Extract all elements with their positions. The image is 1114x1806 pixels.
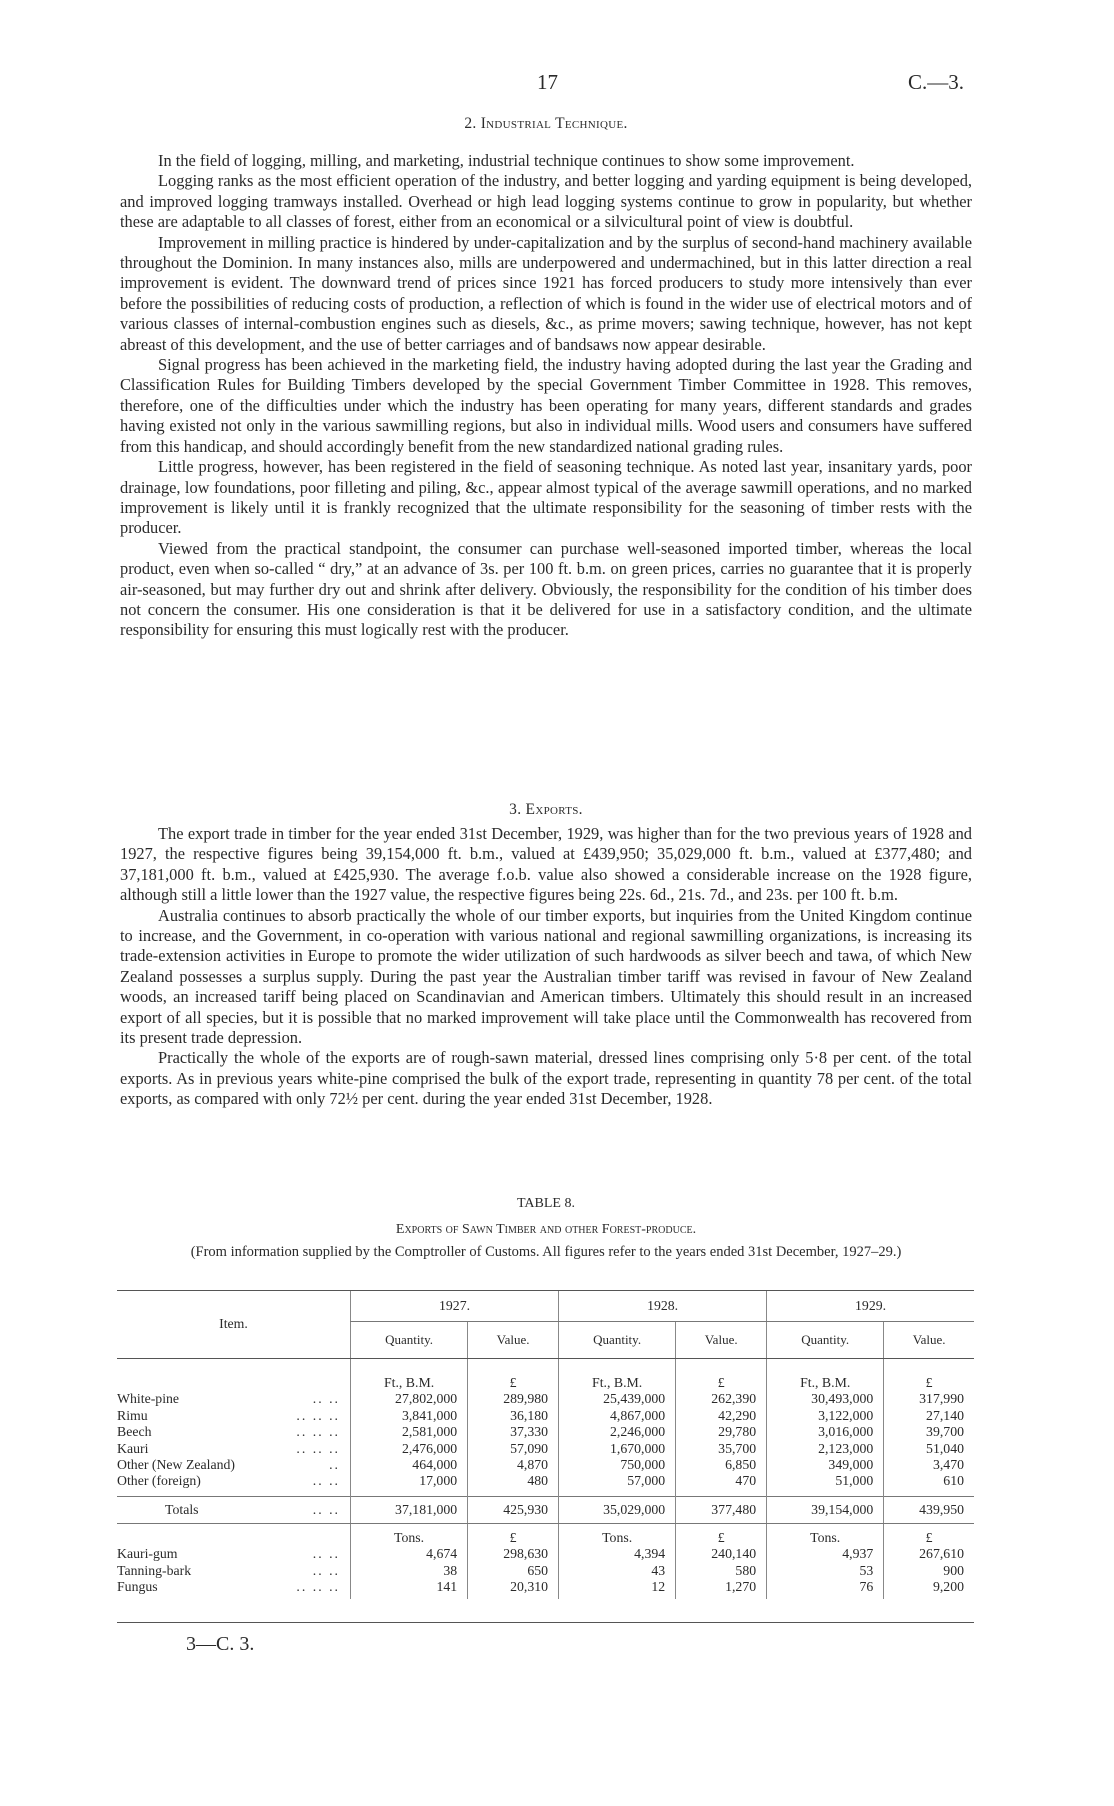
table-cell: 6,850 — [676, 1457, 767, 1473]
page-header — [0, 70, 1114, 100]
table-cell: 51,000 — [767, 1473, 884, 1489]
section-heading-exports: 3. Exports. — [509, 801, 583, 818]
spacer-row — [117, 1359, 974, 1370]
body-paragraph: Little progress, however, has been registered in the field of seasoning technique. As noted last year, insanitary yards, poor drainage, low foundations, poor filleting and piling, &c., appear almost typical of the average sawmill operations, and no marked improvement is likely until it is frankly recognized that the ultimate responsibility for the seasoning of timber rests with the producer. — [120, 457, 972, 538]
totals-cell: 37,181,000 — [351, 1496, 468, 1523]
table-cell: 650 — [468, 1563, 559, 1579]
quantity-column-header: Quantity. — [767, 1322, 884, 1359]
row-item-cell — [117, 1579, 351, 1595]
table-cell: 4,870 — [468, 1457, 559, 1473]
unit-label: Tons. — [767, 1523, 884, 1546]
row-item-cell — [117, 1408, 351, 1424]
empty-cell — [117, 1369, 351, 1391]
totals-cell: 439,950 — [884, 1496, 974, 1523]
unit-label: Ft., B.M. — [559, 1369, 676, 1391]
leader-dots: .. — [329, 1457, 340, 1473]
row-item-label: Fungus — [117, 1579, 158, 1595]
unit-label: £ — [468, 1369, 559, 1391]
table-cell: 36,180 — [468, 1408, 559, 1424]
totals-row — [117, 1496, 974, 1523]
quantity-column-header: Quantity. — [351, 1322, 468, 1359]
table-title: TABLE 8. — [517, 1196, 575, 1211]
table-cell: 3,841,000 — [351, 1408, 468, 1424]
page-number: 17 — [537, 70, 558, 94]
table-cell: 43 — [559, 1563, 676, 1579]
empty-cell — [351, 1359, 468, 1370]
table-cell: 2,476,000 — [351, 1441, 468, 1457]
table-cell: 289,980 — [468, 1391, 559, 1407]
table-cell: 17,000 — [351, 1473, 468, 1489]
table-cell: 3,470 — [884, 1457, 974, 1473]
empty-cell — [117, 1523, 351, 1546]
empty-cell — [117, 1359, 351, 1370]
year-header-1929: 1929. — [767, 1291, 974, 1322]
table-cell: 267,610 — [884, 1546, 974, 1562]
table-cell: 30,493,000 — [767, 1391, 884, 1407]
table-row — [117, 1391, 974, 1407]
unit-label: £ — [884, 1523, 974, 1546]
row-item-label: Kauri-gum — [117, 1546, 178, 1562]
row-item-cell — [117, 1496, 351, 1523]
empty-cell — [559, 1359, 676, 1370]
unit-label: Ft., B.M. — [351, 1369, 468, 1391]
leader-dots: .. .. .. — [296, 1579, 340, 1595]
totals-cell: 377,480 — [676, 1496, 767, 1523]
body-paragraph: In the field of logging, milling, and marketing, industrial technique continues to show some improvement. — [158, 151, 855, 170]
quantity-column-header: Quantity. — [559, 1322, 676, 1359]
table-cell: 42,290 — [676, 1408, 767, 1424]
table-cell: 51,040 — [884, 1441, 974, 1457]
empty-cell — [767, 1595, 884, 1599]
table-cell: 262,390 — [676, 1391, 767, 1407]
year-header-1927: 1927. — [351, 1291, 559, 1322]
table-cell: 2,246,000 — [559, 1424, 676, 1440]
table-cell: 317,990 — [884, 1391, 974, 1407]
table-cell: 4,937 — [767, 1546, 884, 1562]
body-paragraph: Logging ranks as the most efficient operation of the industry, and better logging and yarding equipment is being developed, and improved logging tramways installed. Overhead or high lead logging systems continue to grow in popularity, but whether these are adaptable to all classes of forest, either from an economical or a silvicultural point of view is doubtful. — [120, 171, 972, 232]
table-cell: 53 — [767, 1563, 884, 1579]
table-row — [117, 1546, 974, 1562]
body-paragraph: The export trade in timber for the year ended 31st December, 1929, was higher than for the two previous years of 1928 and 1927, the respective figures being 39,154,000 ft. b.m., valued at £439,950; 35,029,000 ft. b.m., valued at £377,480; and 37,181,000 ft. b.m., valued at £425,930. The average f.o.b. value also showed a considerable increase on the 1928 figure, although still a little lower than the 1927 value, the respective figures being 22s. 6d., 21s. 7d., and 23s. per 100 ft. b.m. — [120, 824, 972, 905]
body-paragraph: Improvement in milling practice is hindered by under-capitalization and by the surplus of second-hand machinery available throughout the Dominion. In many instances also, mills are underpowered and undermachined, but in this latter direction a real improvement is evident. The downward trend of prices since 1921 has forced producers to study more intensively than ever before the possibilities of reducing costs of production, a reflection of which is found in the wider use of electrical motors and of various classes of internal-combustion engines such as diesels, &c., as prime movers; sawing technique, however, has not kept abreast of this development, and the use of better carriages and of bandsaws now appear desirable. — [120, 232, 972, 354]
table-cell: 750,000 — [559, 1457, 676, 1473]
empty-cell — [117, 1595, 351, 1599]
table-cell: 3,122,000 — [767, 1408, 884, 1424]
row-item-cell — [117, 1457, 351, 1473]
table-cell: 76 — [767, 1579, 884, 1595]
table-cell: 4,867,000 — [559, 1408, 676, 1424]
table-cell: 3,016,000 — [767, 1424, 884, 1440]
table-row — [117, 1441, 974, 1457]
row-item-label: Rimu — [117, 1407, 148, 1423]
totals-cell: 39,154,000 — [767, 1496, 884, 1523]
body-paragraph: Viewed from the practical standpoint, the consumer can purchase well-seasoned imported timber, whereas the local product, even when so-called “ dry,” at an advance of 3s. per 100 ft. b.m. on green prices, carries no guarantee that it is properly air-seasoned, but may further dry out and shrink after delivery. Obviously, the responsibility for the condition of his timber does not concern the consumer. His one consideration is that it be delivered for use in a satisfactory condition, and the ultimate responsibility for ensuring this must logically rest with the producer. — [120, 538, 972, 640]
row-item-cell — [117, 1424, 351, 1440]
spacer-row — [117, 1595, 974, 1599]
table-row — [117, 1408, 974, 1424]
value-column-header: Value. — [676, 1322, 767, 1359]
table-cell: 900 — [884, 1563, 974, 1579]
leader-dots: .. .. — [312, 1562, 340, 1578]
exports-table-body — [117, 1359, 974, 1600]
table-cell: 4,394 — [559, 1546, 676, 1562]
row-item-cell — [117, 1563, 351, 1579]
unit-label: Ft., B.M. — [767, 1369, 884, 1391]
table-cell: 20,310 — [468, 1579, 559, 1595]
table-cell: 240,140 — [676, 1546, 767, 1562]
empty-cell — [351, 1595, 468, 1599]
row-item-label: Beech — [117, 1424, 152, 1440]
row-item-label: Totals — [165, 1501, 199, 1517]
unit-label: £ — [676, 1523, 767, 1546]
row-item-cell — [117, 1391, 351, 1407]
table-cell: 25,439,000 — [559, 1391, 676, 1407]
table-cell: 141 — [351, 1579, 468, 1595]
table-cell: 349,000 — [767, 1457, 884, 1473]
leader-dots: .. .. — [312, 1546, 340, 1562]
footer-signature: 3—C. 3. — [186, 1633, 255, 1655]
table-cell: 37,330 — [468, 1424, 559, 1440]
unit-label: Tons. — [559, 1523, 676, 1546]
unit-label: £ — [468, 1523, 559, 1546]
leader-dots: .. .. — [312, 1501, 340, 1517]
leader-dots: .. .. — [312, 1391, 340, 1407]
table-cell: 9,200 — [884, 1579, 974, 1595]
table-cell: 1,670,000 — [559, 1441, 676, 1457]
table-row — [117, 1579, 974, 1595]
table-row — [117, 1424, 974, 1440]
table-cell: 38 — [351, 1563, 468, 1579]
table-row — [117, 1563, 974, 1579]
table-row — [117, 1457, 974, 1473]
table-cell: 2,581,000 — [351, 1424, 468, 1440]
item-column-header: Item. — [117, 1291, 351, 1359]
table-cell: 29,780 — [676, 1424, 767, 1440]
row-item-cell — [117, 1473, 351, 1489]
table-cell: 470 — [676, 1473, 767, 1489]
body-paragraph: Practically the whole of the exports are of rough-sawn material, dressed lines comprising only 5·8 per cent. of the total exports. As in previous years white-pine comprised the bulk of the export trade, representing in quantity 78 per cent. of the total exports, as compared with only 72½ per cent. during the year ended 31st December, 1928. — [120, 1048, 972, 1109]
units-row — [117, 1523, 974, 1546]
table-cell: 4,674 — [351, 1546, 468, 1562]
unit-label: £ — [884, 1369, 974, 1391]
table-row — [117, 1473, 974, 1489]
table-cell: 39,700 — [884, 1424, 974, 1440]
totals-cell: 35,029,000 — [559, 1496, 676, 1523]
empty-cell — [559, 1595, 676, 1599]
empty-cell — [676, 1595, 767, 1599]
body-paragraph: Australia continues to absorb practically the whole of our timber exports, but inquiries from the United Kingdom continue to increase, and the Government, in co-operation with various national and regional sawmilling organizations, is increasing its trade-extension activities in Europe to promote the wider utilization of such hardwoods as silver beech and tawa, of which New Zealand possesses a surplus supply. During the past year the Australian timber tariff was revised in favour of New Zealand woods, an increased tariff being placed on Scandinavian and American timbers. Ultimately this should result in an increased export of all species, but it is possible that no marked improvement will take place until the Commonwealth has recovered from its present trade depression. — [120, 905, 972, 1048]
value-column-header: Value. — [468, 1322, 559, 1359]
table-cell: 298,630 — [468, 1546, 559, 1562]
table-cell: 12 — [559, 1579, 676, 1595]
table-source-note: (From information supplied by the Comptroller of Customs. All figures refer to the years ended 31st December, 1927–29.) — [190, 1244, 902, 1260]
leader-dots: .. .. .. — [296, 1440, 340, 1456]
value-column-header: Value. — [884, 1322, 974, 1359]
empty-cell — [468, 1595, 559, 1599]
section-heading-industrial: 2. Industrial Technique. — [464, 115, 628, 132]
table-cell: 480 — [468, 1473, 559, 1489]
empty-cell — [676, 1359, 767, 1370]
table-cell: 580 — [676, 1563, 767, 1579]
table-cell: 2,123,000 — [767, 1441, 884, 1457]
table-cell: 464,000 — [351, 1457, 468, 1473]
table-cell: 610 — [884, 1473, 974, 1489]
row-item-label: Other (New Zealand) — [117, 1457, 235, 1473]
leader-dots: .. .. .. — [296, 1407, 340, 1423]
units-row — [117, 1369, 974, 1391]
unit-label: Tons. — [351, 1523, 468, 1546]
table-cell: 35,700 — [676, 1441, 767, 1457]
unit-label: £ — [676, 1369, 767, 1391]
table-cell: 1,270 — [676, 1579, 767, 1595]
exports-table — [117, 1290, 974, 1599]
empty-cell — [468, 1359, 559, 1370]
year-header-1928: 1928. — [559, 1291, 767, 1322]
table-cell: 27,140 — [884, 1408, 974, 1424]
leader-dots: .. .. .. — [296, 1424, 340, 1440]
totals-cell: 425,930 — [468, 1496, 559, 1523]
row-item-label: Tanning-bark — [117, 1562, 192, 1578]
empty-cell — [767, 1359, 884, 1370]
table-cell: 27,802,000 — [351, 1391, 468, 1407]
empty-cell — [884, 1359, 974, 1370]
row-item-label: White-pine — [117, 1391, 180, 1407]
row-item-label: Other (foreign) — [117, 1473, 201, 1489]
empty-cell — [884, 1595, 974, 1599]
document-reference: C.—3. — [907, 70, 964, 94]
row-item-label: Kauri — [117, 1440, 149, 1456]
section-body-industrial — [120, 151, 972, 641]
row-item-cell — [117, 1546, 351, 1562]
table-cell: 57,000 — [559, 1473, 676, 1489]
table-cell: 57,090 — [468, 1441, 559, 1457]
body-paragraph: Signal progress has been achieved in the marketing field, the industry having adopted during the last year the Grading and Classification Rules for Building Timbers developed by the special Government Timber Committee in 1928. This removes, therefore, one of the difficulties under which the industry has been operating for many years, different standards and grades having existed not only in the various sawmilling regions, but also in individual mills. Wood users and consumers have suffered from this handicap, and should accordingly benefit from the new standardized national grading rules. — [120, 355, 972, 456]
section-body-exports — [120, 824, 972, 1110]
table-subtitle: Exports of Sawn Timber and other Forest-produce. — [395, 1222, 697, 1237]
row-item-cell — [117, 1441, 351, 1457]
leader-dots: .. .. — [312, 1473, 340, 1489]
table-bottom-rule — [117, 1622, 974, 1623]
